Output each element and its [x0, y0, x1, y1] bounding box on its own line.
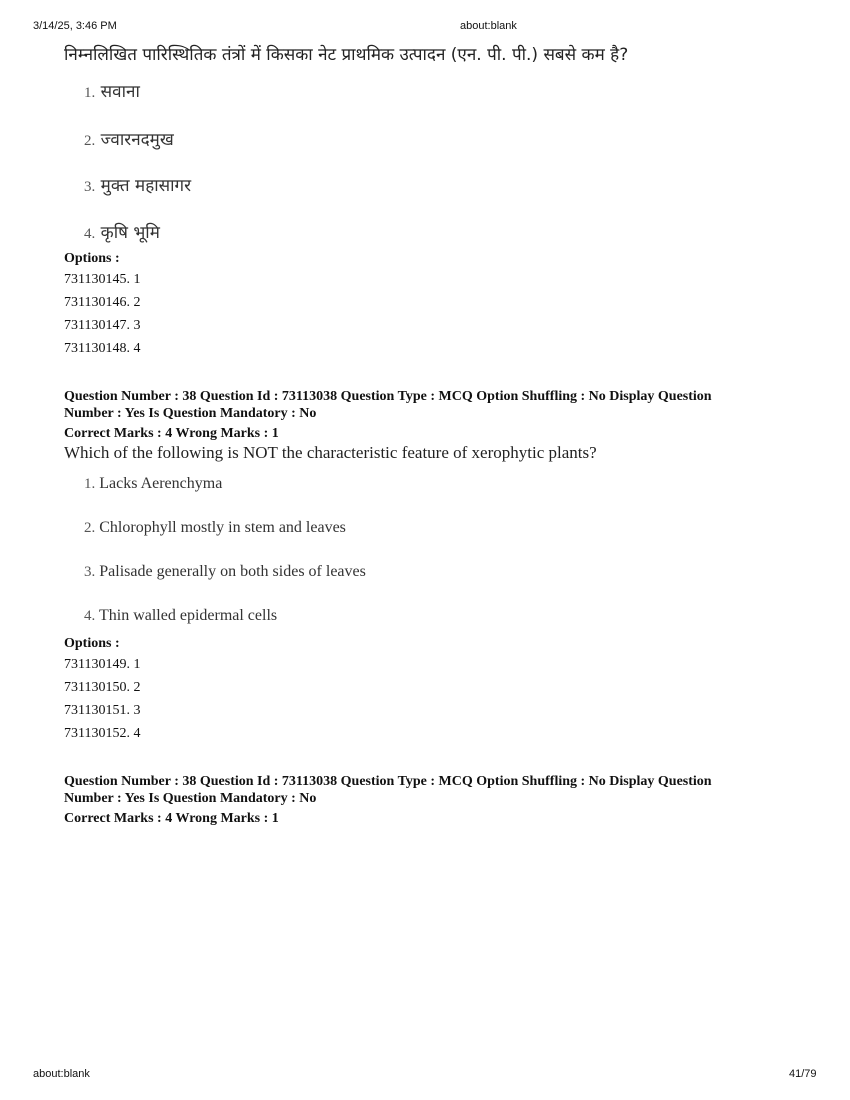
choice-number: 1.	[84, 476, 96, 492]
choice-item	[84, 475, 824, 519]
choice-label: ज्वारनदमुख	[100, 130, 174, 150]
print-datetime: 3/14/25, 3:46 PM	[33, 20, 117, 32]
print-header-title: about:blank	[460, 20, 517, 32]
choice-item	[84, 563, 824, 607]
question-text-hindi: निम्नलिखित पारिस्थितिक तंत्रों में किसका नेट प्राथमिक उत्पादन (एन. पी. पी.) सबसे कम है?	[64, 45, 629, 65]
choice-number: 1.	[84, 85, 96, 101]
option-id-line: 731130146. 2	[64, 295, 141, 310]
choice-label: सवाना	[100, 82, 140, 102]
option-id-line: 731130145. 1	[64, 272, 141, 287]
choice-item	[84, 519, 824, 563]
choice-number: 4.	[84, 226, 96, 242]
options-heading: Options :	[64, 636, 120, 651]
question-marks: Correct Marks : 4 Wrong Marks : 1	[64, 811, 279, 826]
choice-number: 3.	[84, 564, 96, 580]
choice-label: मुक्त महासागर	[100, 176, 192, 196]
choice-number: 2.	[84, 133, 96, 149]
choice-item	[84, 79, 824, 127]
choice-label: Chlorophyll mostly in stem and leaves	[99, 519, 346, 536]
question-meta: Number : Yes Is Question Mandatory : No	[64, 791, 317, 806]
choice-number: 4.	[84, 608, 96, 624]
choice-number: 2.	[84, 520, 96, 536]
choice-item	[84, 173, 824, 220]
question-meta: Question Number : 38 Question Id : 73113038 Question Type : MCQ Option Shuffling : No Display Question	[64, 774, 712, 789]
option-id-line: 731130148. 4	[64, 341, 141, 356]
option-id-line: 731130152. 4	[64, 726, 141, 741]
choice-label: कृषि भूमि	[100, 223, 160, 243]
choice-label: Palisade generally on both sides of leaves	[99, 563, 366, 580]
choice-number: 3.	[84, 179, 96, 195]
question-meta: Number : Yes Is Question Mandatory : No	[64, 406, 317, 421]
option-id-line: 731130147. 3	[64, 318, 141, 333]
options-heading: Options :	[64, 251, 120, 266]
choice-item	[84, 127, 824, 173]
question-choices-hindi	[64, 79, 824, 246]
page-number: 41/79	[789, 1068, 817, 1080]
question-text-english: Which of the following is NOT the characteristic feature of xerophytic plants?	[64, 443, 597, 462]
question-marks: Correct Marks : 4 Wrong Marks : 1	[64, 426, 279, 441]
option-id-line: 731130151. 3	[64, 703, 141, 718]
option-id-line: 731130150. 2	[64, 680, 141, 695]
question-choices-english	[64, 475, 824, 631]
choice-label: Thin walled epidermal cells	[98, 607, 278, 624]
choice-item	[84, 607, 824, 631]
choice-label: Lacks Aerenchyma	[99, 475, 223, 492]
page-content	[64, 40, 824, 827]
option-id-line: 731130149. 1	[64, 657, 141, 672]
question-meta: Question Number : 38 Question Id : 73113038 Question Type : MCQ Option Shuffling : No Display Question	[64, 389, 712, 404]
choice-item	[84, 220, 824, 246]
print-footer-url: about:blank	[33, 1068, 90, 1080]
